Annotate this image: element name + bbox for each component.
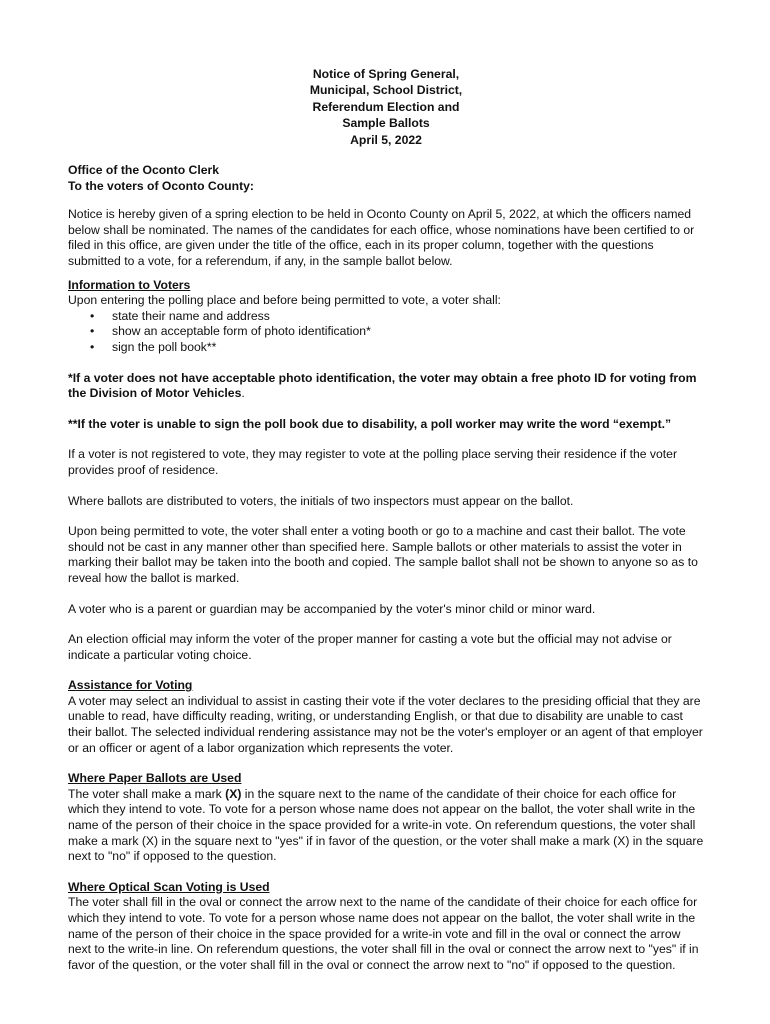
information-intro: Upon entering the polling place and before being permitted to vote, a voter shall:	[68, 293, 501, 308]
document-title	[68, 66, 704, 148]
paper-body-rest: in the square next to the name of the candidate of their choice for each office for which they intend to vote. To vote for a person whose name does not appear on the ballot, the voter shall write in the name of the person of their choice in the space provided for a write-in vote. On referendum questions, the voter shall make a mark (X) in the square next to "yes" if in favor of the question, or the voter shall make a mark (X) in the square next to "no" if opposed to the question.	[68, 786, 704, 864]
information-section	[68, 278, 704, 356]
list-item: • state their name and address	[112, 309, 704, 325]
poll-book-footnote: **If the voter is unable to sign the poll book due to disability, a poll worker may write the word “exempt.”	[68, 416, 672, 431]
registration-paragraph: If a voter is not registered to vote, they may register to vote at the polling place serving their residence if the voter provides proof of residence.	[68, 447, 678, 477]
voter-requirements-list	[68, 309, 704, 356]
mark-symbol: (X)	[225, 786, 242, 801]
photo-id-footnote-text: *If a voter does not have acceptable photo identification, the voter may obtain a free photo ID for voting from the Division of Motor Vehicles	[68, 370, 697, 401]
paper-ballots-heading: Where Paper Ballots are Used	[68, 771, 242, 786]
paper-body-start: The voter shall make a mark	[68, 786, 226, 801]
election-official-paragraph: An election official may inform the voter of the proper manner for casting a vote but the official may not advise or indicate a particular voting choice.	[68, 632, 672, 662]
title-date: April 5, 2022	[350, 132, 422, 147]
assistance-section	[68, 678, 704, 756]
list-item: • sign the poll book**	[112, 340, 704, 356]
list-item: • show an acceptable form of photo identification*	[112, 324, 704, 340]
office-addressee: To the voters of Oconto County:	[68, 178, 254, 193]
optical-scan-heading: Where Optical Scan Voting is Used	[68, 879, 270, 894]
optical-scan-section	[68, 880, 704, 974]
voting-booth-paragraph: Upon being permitted to vote, the voter shall enter a voting booth or go to a machine and cast their ballot. The vote should not be cast in any manner other than specified here. Sample ballots or other materials to assist the voter in marking their ballot may be taken into the booth and copied. The sample ballot shall not be shown to anyone so as to reveal how the ballot is marked.	[68, 524, 698, 585]
initials-paragraph: Where ballots are distributed to voters, the initials of two inspectors must appear on the ballot.	[68, 493, 574, 508]
title-line-2: Municipal, School District,	[309, 83, 463, 98]
assistance-heading: Assistance for Voting	[68, 678, 193, 693]
photo-id-footnote	[68, 371, 704, 402]
photo-id-footnote-period: .	[241, 386, 245, 401]
information-heading: Information to Voters	[68, 277, 191, 292]
office-heading	[68, 163, 704, 194]
office-name: Office of the Oconto Clerk	[68, 163, 220, 178]
guardian-paragraph: A voter who is a parent or guardian may be accompanied by the voter's minor child or minor ward.	[68, 601, 596, 616]
assistance-body: A voter may select an individual to assist in casting their vote if the voter declares to the presiding official that they are unable to read, have difficulty reading, writing, or understanding English, or that due to disability are unable to cast their ballot. The selected individual rendering assistance may not be the voter's employer or an agent of that employer or an officer or agent of a labor organization which represents the voter.	[68, 693, 703, 755]
title-line-1: Notice of Spring General,	[312, 67, 460, 81]
paper-ballots-body	[68, 787, 704, 865]
notice-paragraph: Notice is hereby given of a spring election to be held in Oconto County on April 5, 2022, at which the officers named below shall be nominated. The names of the candidates for each office, whose nominations have been certified to or filed in this office, are given under the title of the office, each in its proper column, together with the questions submitted to a vote, for a referendum, if any, in the sample ballot below.	[68, 207, 695, 268]
paper-ballots-section	[68, 771, 704, 865]
title-line-4: Sample Ballots	[342, 116, 430, 131]
optical-scan-body: The voter shall fill in the oval or connect the arrow next to the name of the candidate of their choice for each office for which they intend to vote. To vote for a person whose name does not appear on the ballot, the voter shall write in the name of the person of their choice in the space provided for a write-in vote and fill in the oval or connect the arrow next to the write-in line. On referendum questions, the voter shall fill in the oval or connect the arrow next to "yes" if in favor of the question, or the voter shall fill in the oval or connect the arrow next to "no" if opposed to the question.	[68, 895, 699, 972]
title-line-3: Referendum Election and	[312, 99, 460, 114]
